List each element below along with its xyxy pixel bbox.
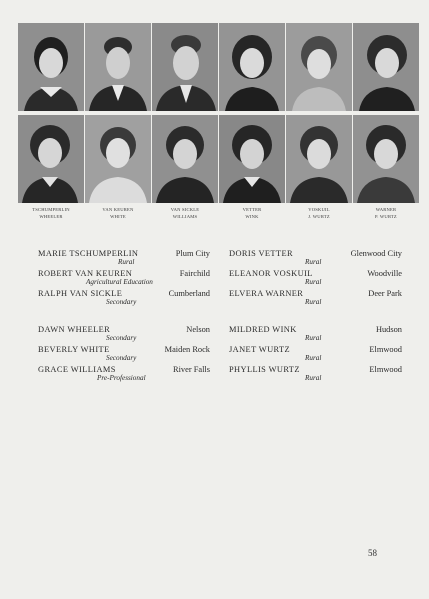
portrait-photo <box>152 115 218 203</box>
portrait-photo <box>219 115 285 203</box>
student-hometown: Elmwood <box>369 345 402 354</box>
student-entry <box>38 345 210 365</box>
student-course: Rural <box>118 258 135 266</box>
student-hometown: Cumberland <box>168 289 210 298</box>
student-entry <box>229 289 402 309</box>
caption-top: VETTER <box>242 207 262 212</box>
portrait-photo <box>353 23 419 111</box>
portrait-caption <box>286 206 352 220</box>
student-hometown: Deer Park <box>368 289 402 298</box>
student-entry <box>229 249 402 269</box>
student-course: Rural <box>305 278 322 286</box>
portrait-photo <box>85 23 151 111</box>
student-entry <box>38 249 210 269</box>
portrait-captions <box>18 206 420 222</box>
caption-bottom: WINK <box>245 214 259 219</box>
student-name: PHYLLIS WURTZ <box>229 365 300 374</box>
page-number: 58 <box>368 548 377 558</box>
student-course: Secondary <box>106 354 137 362</box>
caption-bottom: WHEELER <box>39 214 63 219</box>
student-entry <box>38 325 210 345</box>
caption-top: TSCHUMPERLIN <box>32 207 70 212</box>
student-entry <box>38 365 210 385</box>
portrait-photo <box>286 23 352 111</box>
student-entry <box>229 365 402 385</box>
student-name: ROBERT VAN KEUREN <box>38 269 133 278</box>
caption-bottom: P. WURTZ <box>375 214 397 219</box>
caption-top: VAN SICKLE <box>170 207 200 212</box>
student-name: RALPH VAN SICKLE <box>38 289 123 298</box>
student-entry <box>229 325 402 345</box>
student-name: BEVERLY WHITE <box>38 345 110 354</box>
student-course: Secondary <box>106 298 137 306</box>
student-hometown: Plum City <box>175 249 210 258</box>
caption-top: WARNER <box>375 207 397 212</box>
portrait-photo <box>353 115 419 203</box>
student-hometown: Hudson <box>375 325 402 334</box>
student-name: GRACE WILLIAMS <box>38 365 116 374</box>
student-name: MARIE TSCHUMPERLIN <box>38 249 139 258</box>
portrait-caption <box>219 206 285 220</box>
caption-top: VOSKUIL <box>308 207 330 212</box>
student-course: Rural <box>305 334 322 342</box>
caption-bottom: WILLIAMS <box>172 214 198 219</box>
portrait-photo <box>85 115 151 203</box>
student-name: DORIS VETTER <box>229 249 293 258</box>
student-hometown: Woodville <box>367 269 402 278</box>
student-course: Rural <box>305 374 322 382</box>
student-entry <box>229 269 402 289</box>
student-name: JANET WURTZ <box>229 345 291 354</box>
student-course: Rural <box>305 298 322 306</box>
caption-bottom: WHITE <box>110 214 126 219</box>
student-course: Secondary <box>106 334 137 342</box>
student-hometown: Maiden Rock <box>164 345 210 354</box>
student-hometown: Nelson <box>186 325 210 334</box>
student-name: DAWN WHEELER <box>38 325 111 334</box>
student-name: ELEANOR VOSKUIL <box>229 269 313 278</box>
student-course: Rural <box>305 354 322 362</box>
student-hometown: Elmwood <box>369 365 402 374</box>
caption-top: VAN KEUREN <box>102 207 134 212</box>
student-hometown: Fairchild <box>179 269 210 278</box>
student-hometown: Glenwood City <box>350 249 402 258</box>
portrait-caption <box>152 206 218 220</box>
student-course: Pre-Professional <box>97 374 146 382</box>
student-entry <box>38 269 210 289</box>
student-entry <box>229 345 402 365</box>
portrait-row-top <box>18 23 420 111</box>
portrait-row-bottom <box>18 115 420 203</box>
student-hometown: River Falls <box>173 365 210 374</box>
portrait-photo <box>286 115 352 203</box>
portrait-caption <box>85 206 151 220</box>
portrait-photo <box>18 23 84 111</box>
student-name: ELVERA WARNER <box>229 289 304 298</box>
caption-bottom: J. WURTZ <box>308 214 330 219</box>
portrait-caption <box>18 206 84 220</box>
student-course: Rural <box>305 258 322 266</box>
student-name: MILDRED WINK <box>229 325 297 334</box>
portrait-photo <box>219 23 285 111</box>
student-course: Agricultural Education <box>86 278 153 286</box>
portrait-photo <box>18 115 84 203</box>
portrait-photo <box>152 23 218 111</box>
portrait-caption <box>353 206 419 220</box>
student-entry <box>38 289 210 309</box>
